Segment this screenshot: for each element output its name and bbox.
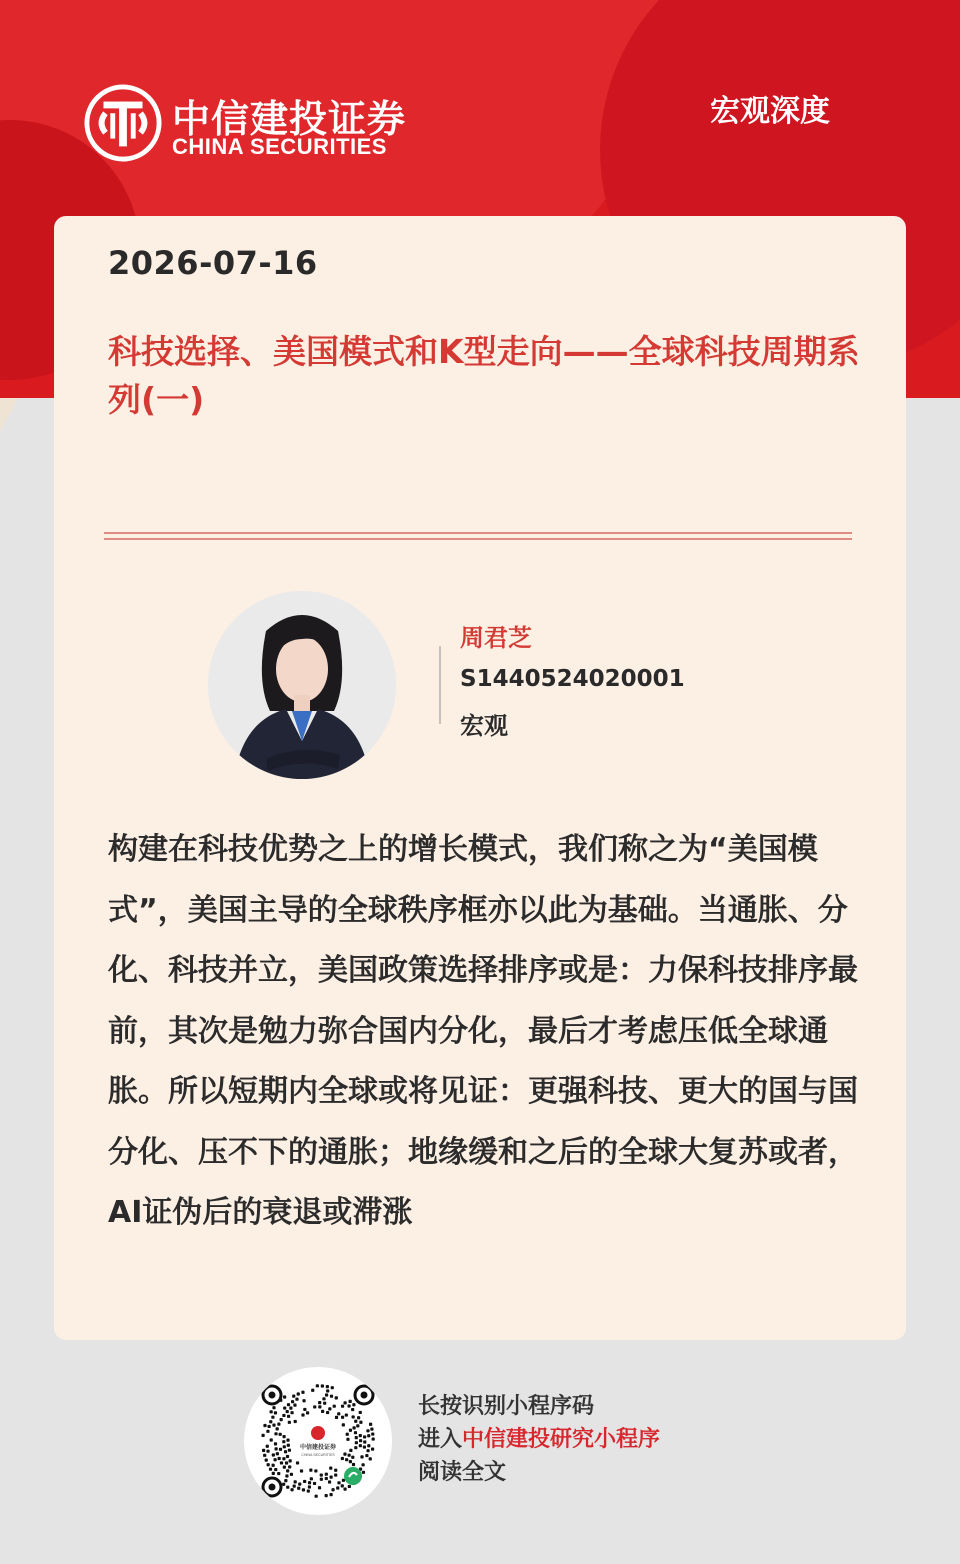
qr-center-logo-icon bbox=[311, 1426, 325, 1440]
author-name: 周君芝 bbox=[460, 624, 532, 652]
wechat-miniprogram-icon bbox=[344, 1467, 362, 1485]
author-photo bbox=[208, 591, 396, 779]
report-title: 科技选择、美国模式和K型走向——全球科技周期系列(一) bbox=[108, 332, 860, 419]
column-tag: 宏观深度 bbox=[710, 94, 830, 129]
qr-instruction-line1: 长按识别小程序码 bbox=[418, 1393, 595, 1419]
miniprogram-qr-code[interactable] bbox=[244, 1367, 392, 1515]
logo-chinese-name: 中信建投证券 bbox=[172, 96, 407, 141]
qr-instruction-line2 bbox=[418, 1423, 660, 1456]
qr-code-graphic bbox=[244, 1367, 392, 1515]
author-department: 宏观 bbox=[460, 712, 508, 740]
title-divider bbox=[104, 532, 852, 540]
miniprogram-name-link[interactable]: 中信建投研究小程序 bbox=[462, 1426, 661, 1452]
author-license-id: S1440524020001 bbox=[460, 666, 685, 692]
report-date: 2026-07-16 bbox=[108, 244, 318, 282]
qr-instructions bbox=[418, 1390, 660, 1489]
report-summary: 构建在科技优势之上的增长模式，我们称之为“美国模式”，美国主导的全球秩序框亦以此为基础。当通胀、分化、科技并立，美国政策选择排序或是：力保科技排序最前，其次是勉力弥合国内分化，最后才考虑压低全球通胀。所以短期内全球或将见证：更强科技、更大的国与国分化、压不下的通胀；地缘缓和之后的全球大复苏或者，AI证伪后的衰退或滞涨 bbox=[108, 832, 858, 1230]
citic-logo-icon bbox=[84, 84, 162, 162]
qr-instruction-line3: 阅读全文 bbox=[418, 1459, 507, 1485]
header-decor-edge bbox=[0, 398, 18, 432]
logo-english-name: CHINA SECURITIES bbox=[172, 134, 387, 159]
qr-center-sublabel: CHINA SECURITIES bbox=[301, 1453, 335, 1457]
qr-center-label: 中信建投证券 bbox=[299, 1444, 337, 1451]
author-separator bbox=[439, 646, 441, 724]
author-avatar bbox=[208, 591, 396, 779]
qr-instruction-prefix: 进入 bbox=[418, 1426, 463, 1452]
report-card bbox=[54, 216, 906, 1340]
